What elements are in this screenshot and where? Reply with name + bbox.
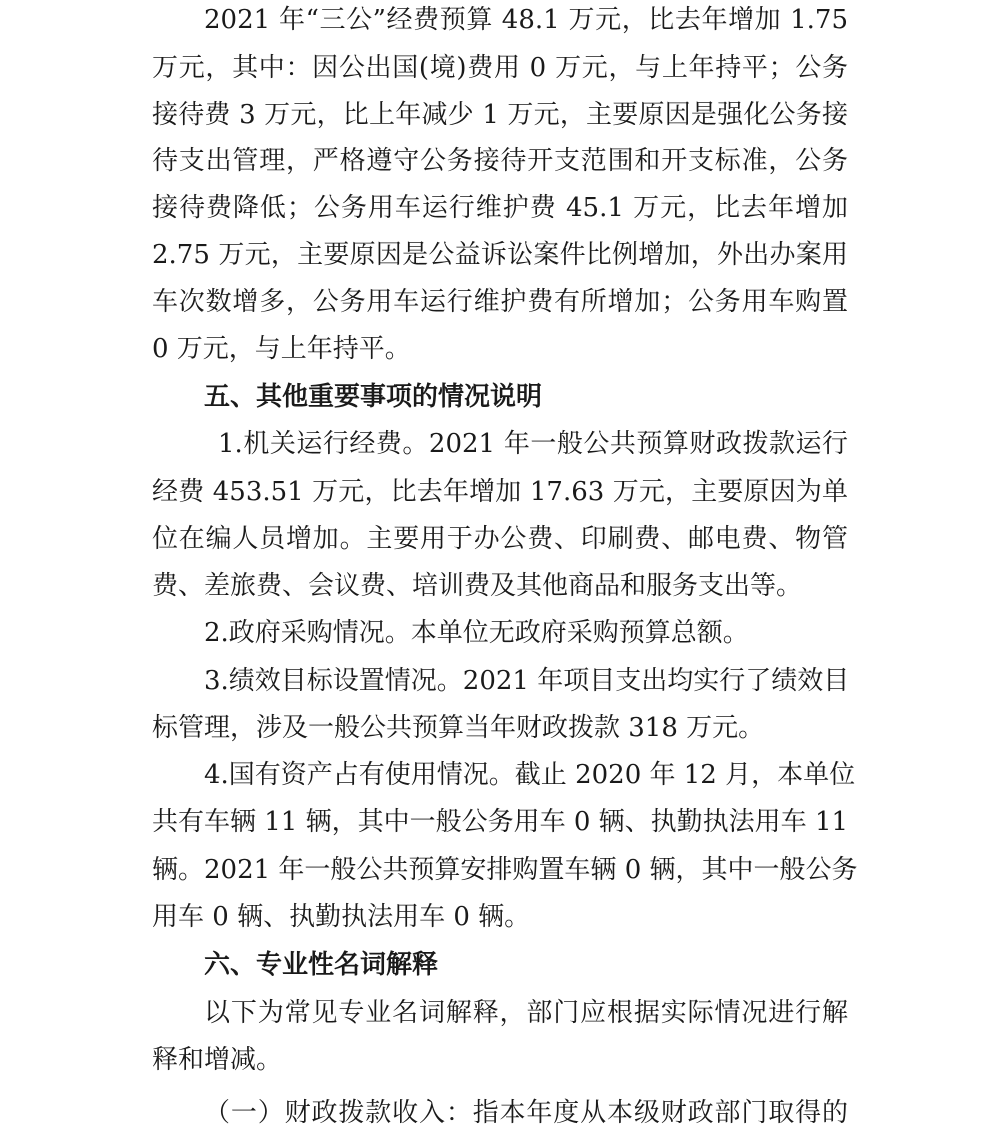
paragraph-line: （一）财政拨款收入：指本年度从本级财政部门取得的 (204, 1098, 848, 1128)
paragraph-line: 待支出管理，严格遵守公务接待开支范围和开支标准，公务 (152, 146, 848, 176)
paragraph-line: 用车 0 辆、执勤执法用车 0 辆。 (152, 902, 531, 932)
paragraph-line: 3.绩效目标设置情况。2021 年项目支出均实行了绩效目 (204, 666, 850, 696)
paragraph-line: 共有车辆 11 辆，其中一般公务用车 0 辆、执勤执法用车 11 (152, 807, 849, 837)
paragraph-line: 车次数增多，公务用车运行维护费有所增加；公务用车购置 (152, 287, 848, 317)
paragraph-line: 经费 453.51 万元，比去年增加 17.63 万元，主要原因为单 (152, 477, 848, 507)
section-heading: 六、专业性名词解释 (204, 950, 439, 980)
paragraph-line: 2.政府采购情况。本单位无政府采购预算总额。 (204, 618, 749, 648)
section-heading: 五、其他重要事项的情况说明 (204, 382, 543, 412)
paragraph-line: 费、差旅费、会议费、培训费及其他商品和服务支出等。 (152, 571, 803, 601)
paragraph-line: 位在编人员增加。主要用于办公费、印刷费、邮电费、物管 (152, 524, 848, 554)
paragraph-line: 0 万元，与上年持平。 (152, 334, 411, 364)
paragraph-line: 辆。2021 年一般公共预算安排购置车辆 0 辆，其中一般公务 (152, 855, 858, 885)
paragraph-line: 2021 年“三公”经费预算 48.1 万元，比去年增加 1.75 (204, 5, 848, 35)
paragraph-line: 接待费降低；公务用车运行维护费 45.1 万元，比去年增加 (152, 193, 848, 223)
paragraph-line: 万元，其中：因公出国(境)费用 0 万元，与上年持平；公务 (152, 53, 848, 83)
paragraph-line: 1.机关运行经费。2021 年一般公共预算财政拨款运行 (218, 429, 848, 459)
paragraph-line: 4.国有资产占有使用情况。截止 2020 年 12 月，本单位 (204, 760, 856, 790)
paragraph-line: 标管理，涉及一般公共预算当年财政拨款 318 万元。 (152, 713, 765, 743)
paragraph-line: 2.75 万元，主要原因是公益诉讼案件比例增加，外出办案用 (152, 240, 848, 270)
paragraph-line: 以下为常见专业名词解释，部门应根据实际情况进行解 (204, 998, 848, 1028)
paragraph-line: 接待费 3 万元，比上年减少 1 万元，主要原因是强化公务接 (152, 100, 848, 130)
paragraph-line: 释和增减。 (152, 1045, 283, 1075)
